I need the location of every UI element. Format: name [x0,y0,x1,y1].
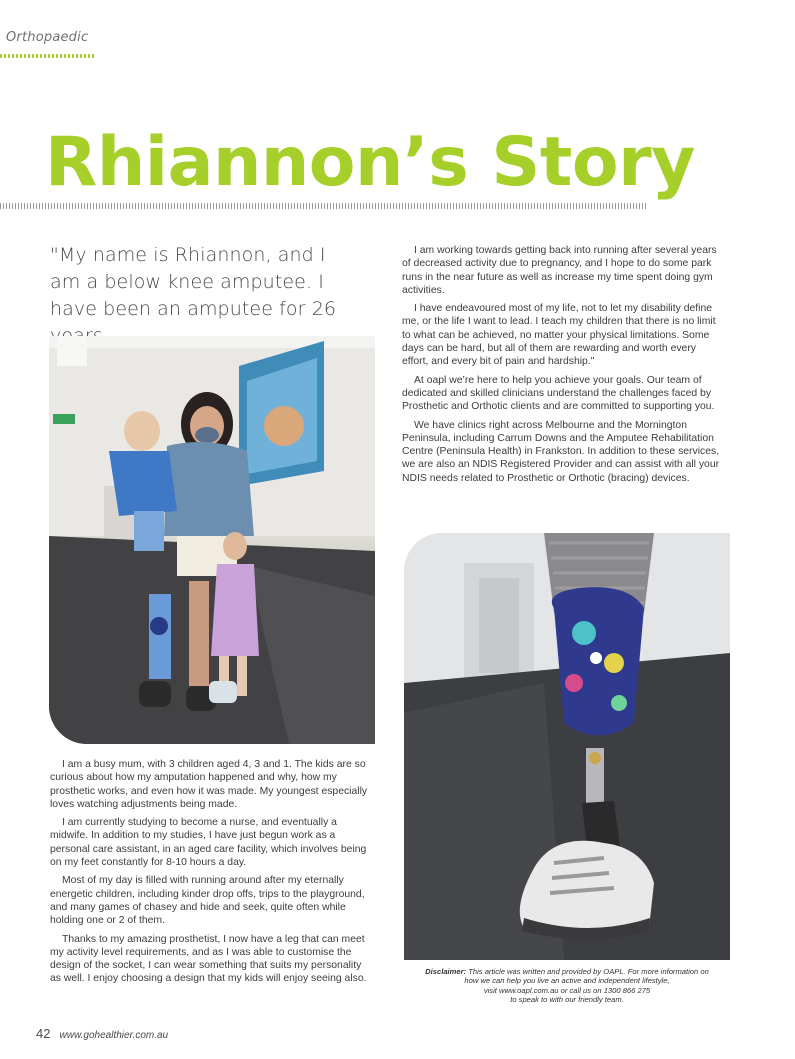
section-divider [0,54,96,58]
photo-prosthetic-illustration [404,533,730,960]
article-column-right [402,244,724,490]
disclaimer-label: Disclaimer: [425,967,467,976]
article-column-left [50,758,368,991]
disclaimer-line: This article was written and provided by OAPL. For more information on [466,967,709,976]
pull-quote: "My name is Rhiannon, and I am a below knee amputee. I have been an amputee for 26 [50,244,337,320]
disclaimer [404,967,730,1005]
disclaimer-line: how we can help you live an active and independent lifestyle, [464,976,670,986]
article-paragraph: Thanks to my amazing prosthetist, I now have a leg that can meet my activity level requirements, and as I was able to customise the design of the socket, I can wear something that suits my personality as well. I enjoy choosing a design that my kids will enjoy seeing also. [50,933,367,985]
disclaimer-line: to speak to with our friendly team. [510,995,624,1005]
disclaimer-line: visit www.oapl.com.au or call us on 1300 866 275 [483,985,651,995]
page-number: 42 [36,1026,51,1041]
article-title: Rhiannon’s Story [45,123,695,202]
photo-family-illustration [49,336,375,744]
article-paragraph: At oapl we’re here to help you achieve your goals. Our team of dedicated and skilled clinicians understand the challenges faced by Prosthetic and Orthotic clients and are committed to supporting you. [402,374,715,413]
section-label: Orthopaedic [6,30,89,45]
article-paragraph: I am working towards getting back into running after several years of decreased activity due to pregnancy, and I hope to do some park runs in the near future as well as increase my time spent doing gym activities. [402,245,717,296]
article-paragraph: We have clinics right across Melbourne and the Mornington Peninsula, including Carrum Downs and the Amputee Rehabilitation Centre (Peninsula Health) in Frankston. In addition to these services, we are also an NDIS Registered Provider and can assist with all your NDIS needs related to Prosthetic or Orthotic (bracing) devices. [402,419,720,484]
title-divider [0,203,648,209]
footer-url: www.gohealthier.com.au [59,1030,169,1041]
article-paragraph: I have endeavoured most of my life, not to let my disability define me, or the life I want to lead. I teach my children that there is no limit to what can be achieved, no matter your physical limitations. Some days can be hard, but all of them are rewarding and worth every effort, and every bit of pain and hardship." [402,303,716,368]
article-paragraph: I am a busy mum, with 3 children aged 4, 3 and 1. The kids are so curious about how my amputation happened and why, how my prosthetic works, and even how it was made. My youngest especially loves watching adjustments being made. [50,759,368,810]
page-footer [36,1026,168,1041]
article-paragraph: Most of my day is filled with running around after my eternally energetic children, including kinder drop offs, trips to the playground, and many games of chasey and hide and seek, quite often while holding one or 2 of them. [50,875,365,927]
photo-family [49,336,375,744]
article-paragraph: I am currently studying to become a nurse, and eventually a midwife. In addition to my studies, I have just begun work as a personal care assistant, in an aged care facility, which involves being on my feet constantly for 8-10 hours a day. [50,817,367,869]
photo-prosthetic-leg [404,533,730,960]
